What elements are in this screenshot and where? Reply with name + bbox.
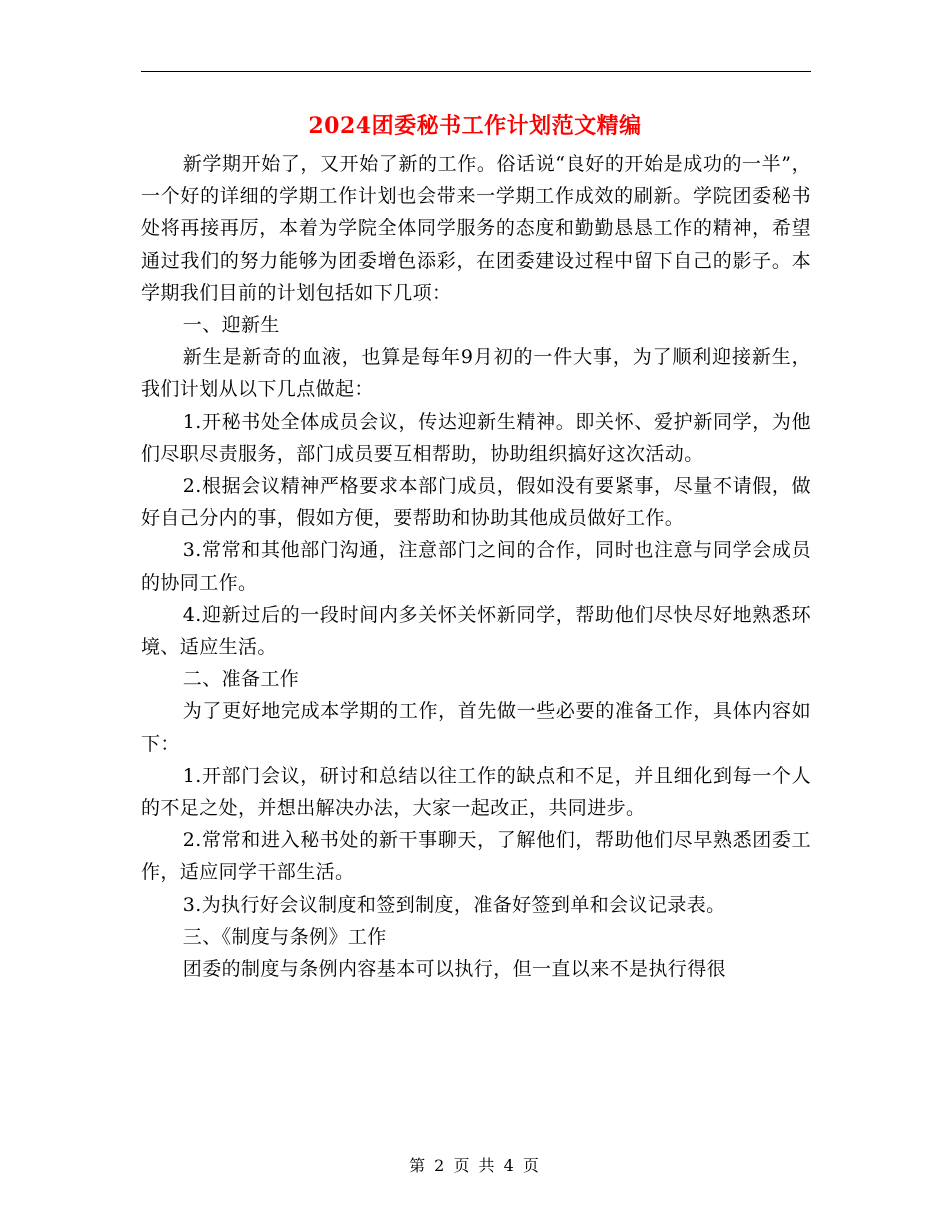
document-body	[141, 148, 811, 985]
section-heading-1: 一、迎新生	[182, 314, 280, 337]
list-item: 4.迎新过后的一段时间内多关怀关怀新同学，帮助他们尽快尽好地熟悉环境、适应生活。	[141, 603, 811, 659]
list-item: 1.开部门会议，研讨和总结以往工作的缺点和不足，并且细化到每一个人的不足之处，并想出解决办法，大家一起改正，共同进步。	[141, 764, 811, 820]
header-rule	[141, 71, 811, 72]
list-item: 2.根据会议精神严格要求本部门成员，假如没有要紧事，尽量不请假，做好自己分内的事，假如方便，要帮助和协助其他成员做好工作。	[141, 475, 811, 530]
list-item: 2.常常和进入秘书处的新干事聊天，了解他们，帮助他们尽早熟悉团委工作，适应同学干部生活。	[141, 829, 811, 884]
intro-paragraph: 新学期开始了，又开始了新的工作。俗话说“良好的开始是成功的一半”，一个好的详细的学期工作计划也会带来一学期工作成效的刷新。学院团委秘书处将再接再厉，本着为学院全体同学服务的态度和勤勤恳恳工作的精神，希望通过我们的努力能够为团委增色添彩，在团委建设过程中留下自己的影子。本学期我们目前的计划包括如下几项：	[141, 153, 811, 304]
list-item: 3.常常和其他部门沟通，注意部门之间的合作，同时也注意与同学会成员的协同工作。	[141, 539, 811, 594]
body-paragraph: 为了更好地完成本学期的工作，首先做一些必要的准备工作，具体内容如下：	[141, 700, 811, 755]
body-paragraph: 新生是新奇的血液，也算是每年9月初的一件大事，为了顺利迎接新生，我们计划从以下几点做起：	[141, 346, 811, 401]
page-footer: 第 2 页 共 4 页	[409, 1156, 541, 1175]
section-heading-3: 三、《制度与条例》工作	[182, 925, 387, 948]
list-item: 3.为执行好会议制度和签到制度，准备好签到单和会议记录表。	[182, 893, 726, 916]
document-title: 2024团委秘书工作计划范文精编	[308, 113, 642, 139]
body-paragraph: 团委的制度与条例内容基本可以执行，但一直以来不是执行得很	[182, 958, 726, 981]
list-item: 1.开秘书处全体成员会议，传达迎新生精神。即关怀、爱护新同学，为他们尽职尽责服务，部门成员要互相帮助，协助组织搞好这次活动。	[141, 410, 811, 465]
section-heading-2: 二、准备工作	[182, 668, 300, 691]
